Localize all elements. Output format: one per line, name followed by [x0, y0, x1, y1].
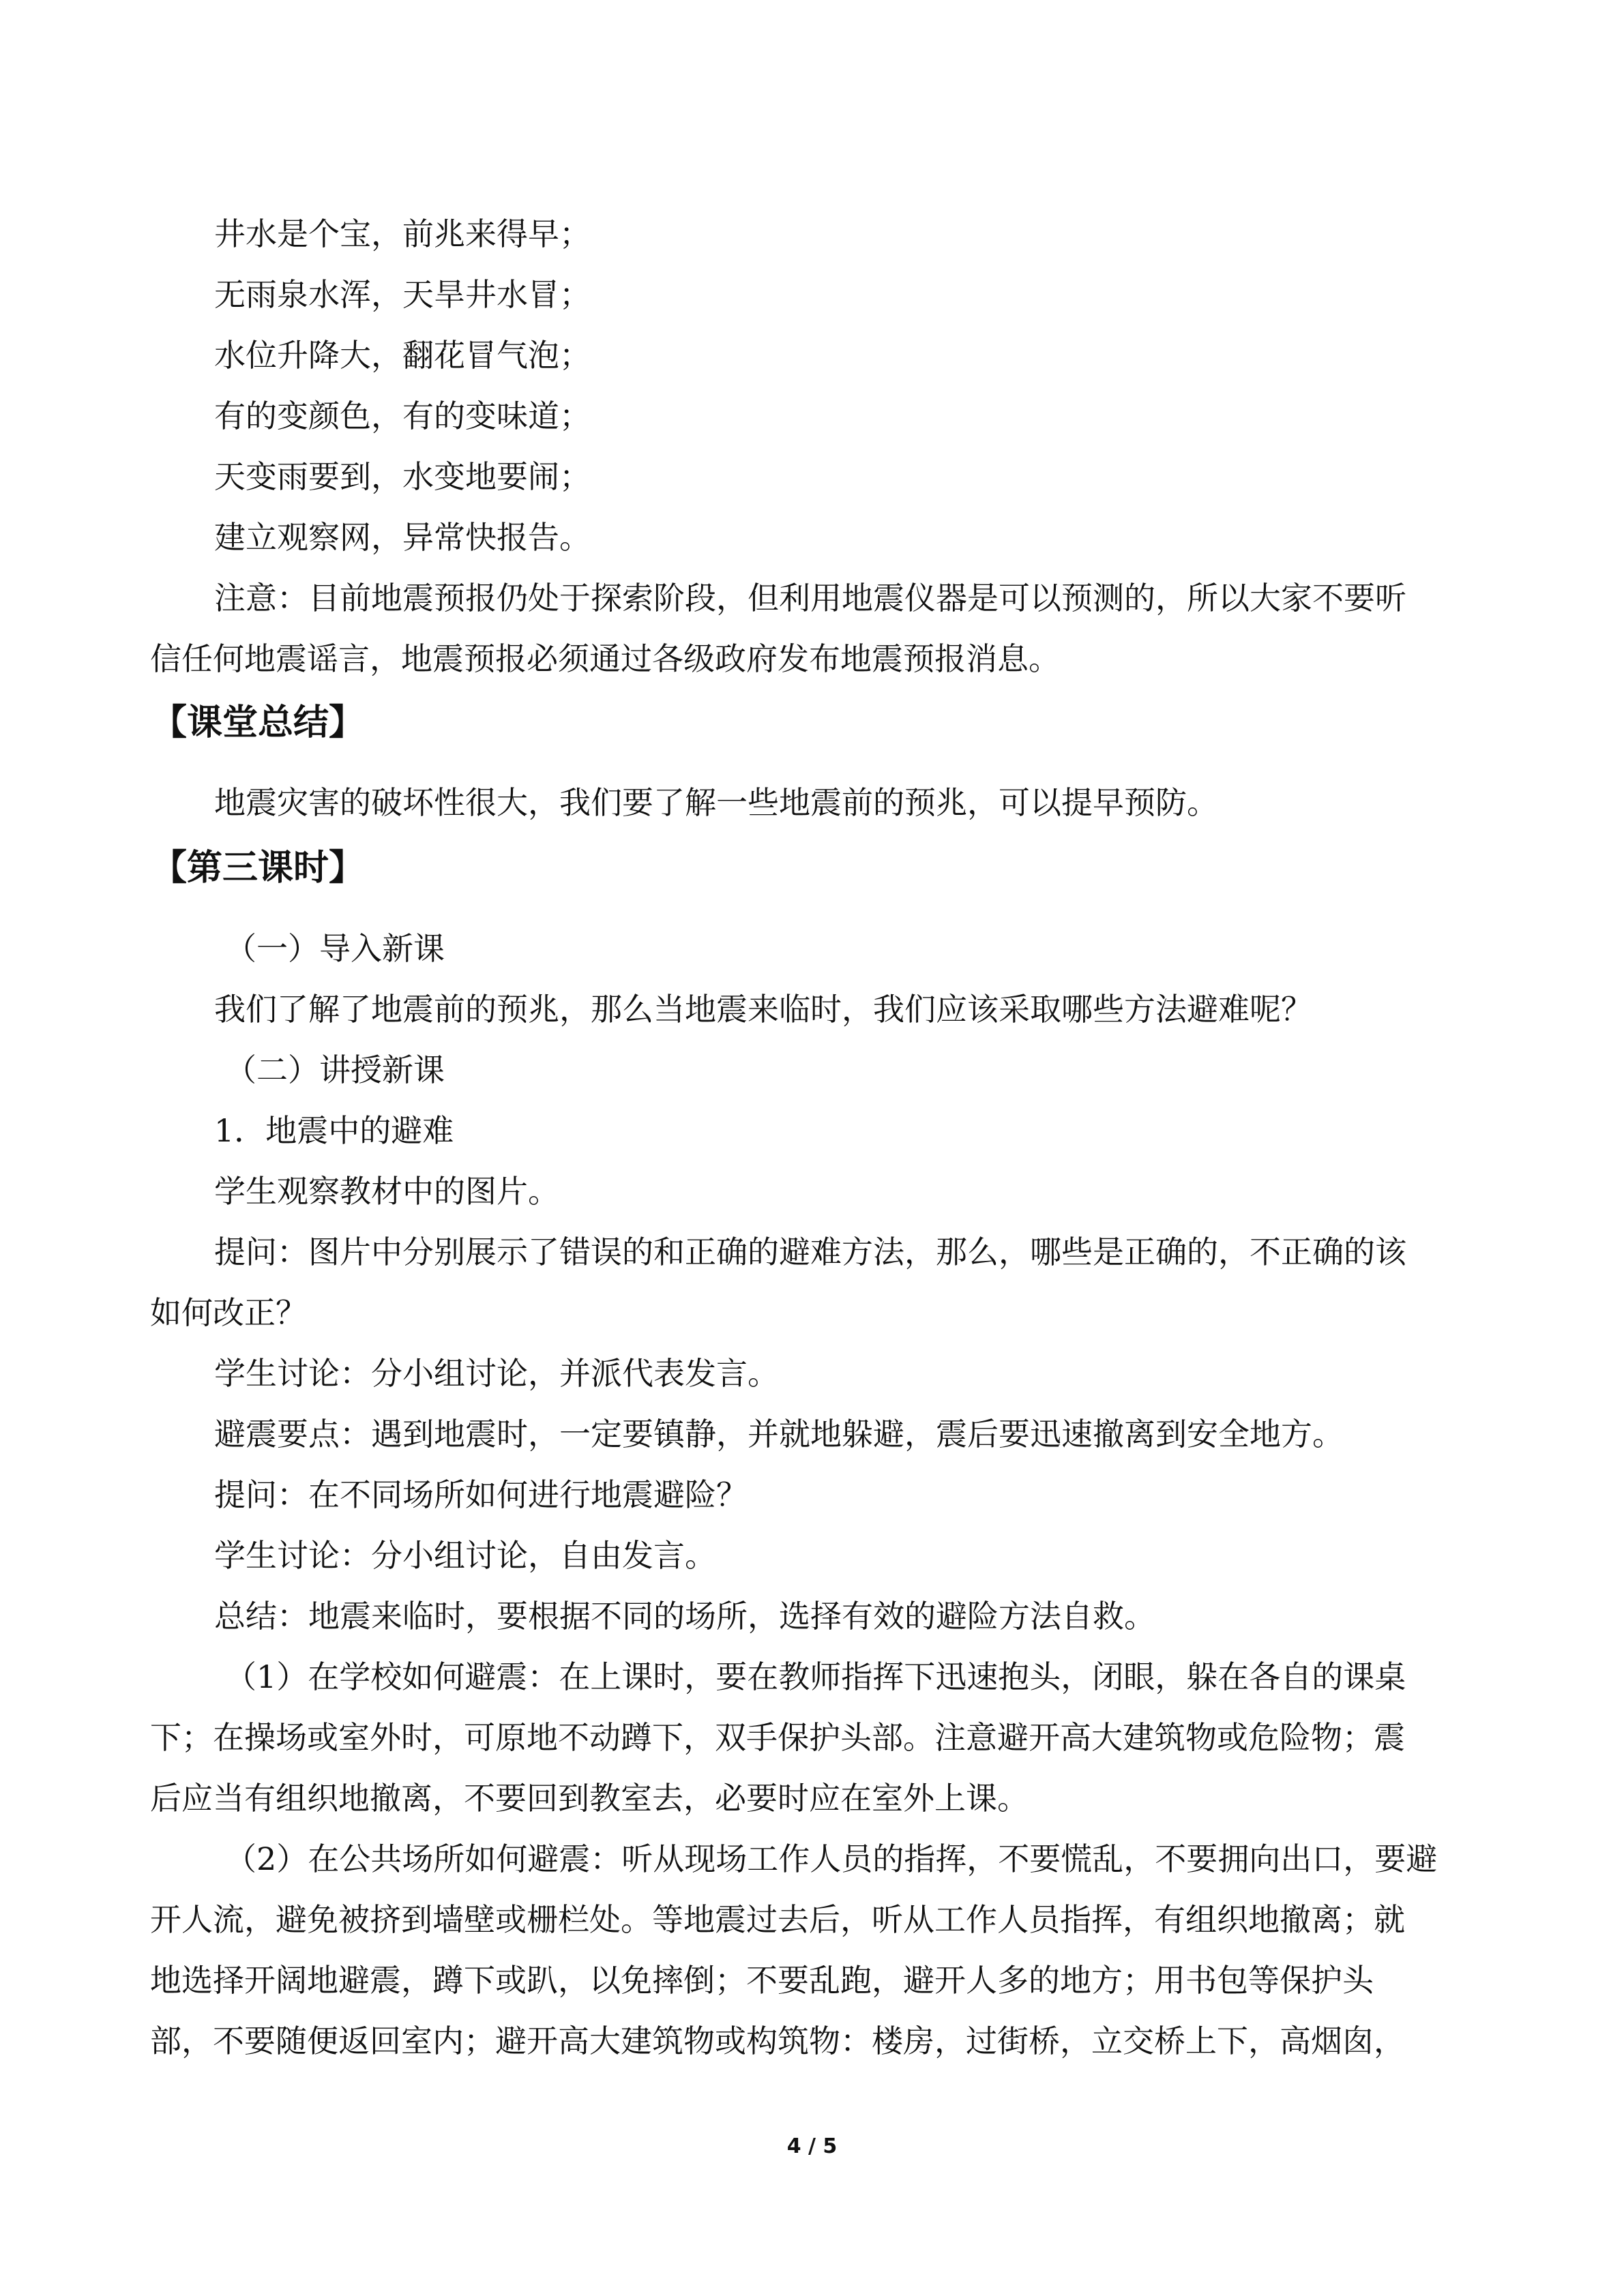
text-line: 建立观察网，异常快报告。: [214, 519, 591, 556]
text-line: 无雨泉水浑，天旱井水冒；: [214, 276, 591, 313]
text-line: 学生讨论：分小组讨论，自由发言。: [214, 1537, 716, 1574]
text-line: 天变雨要到，水变地要闹；: [214, 458, 591, 495]
text-line: 学生讨论：分小组讨论，并派代表发言。: [214, 1355, 779, 1392]
subheading-intro: （一）导入新课: [225, 930, 445, 967]
text-line: 下；在操场或室外时，可原地不动蹲下，双手保护头部。注意避开高大建筑物或危险物；震: [150, 1719, 1405, 1756]
section-heading-third-lesson: 【第三课时】: [151, 848, 365, 889]
text-line: 提问：图片中分别展示了错误的和正确的避难方法，那么，哪些是正确的，不正确的该: [214, 1234, 1406, 1270]
text-line: 避震要点：遇到地震时，一定要镇静，并就地躲避，震后要迅速撤离到安全地方。: [214, 1416, 1344, 1452]
text-line: 后应当有组织地撤离，不要回到教室去，必要时应在室外上课。: [150, 1780, 1029, 1817]
text-line: （1）在学校如何避震：在上课时，要在教师指挥下迅速抱头，闭眼，躲在各自的课桌: [225, 1658, 1406, 1695]
text-line: 我们了解了地震前的预兆，那么当地震来临时，我们应该采取哪些方法避难呢？: [214, 991, 1312, 1028]
section-heading-summary: 【课堂总结】: [151, 702, 365, 743]
summary-text: 地震灾害的破坏性很大，我们要了解一些地震前的预兆，可以提早预防。: [214, 784, 1218, 821]
text-line: 地选择开阔地避震，蹲下或趴，以免摔倒；不要乱跑，避开人多的地方；用书包等保护头: [150, 1962, 1374, 1999]
text-line: 水位升降大，翻花冒气泡；: [214, 337, 591, 374]
text-line: 信任何地震谣言，地震预报必须通过各级政府发布地震预报消息。: [150, 640, 1060, 677]
subheading-teaching: （二）讲授新课: [225, 1052, 445, 1088]
subheading-item: 1．地震中的避难: [214, 1112, 454, 1149]
text-line: （2）在公共场所如何避震：听从现场工作人员的指挥，不要慌乱，不要拥向出口，要避: [225, 1840, 1438, 1877]
text-line: 开人流，避免被挤到墙壁或栅栏处。等地震过去后，听从工作人员指挥，有组织地撤离；就: [150, 1901, 1405, 1938]
text-line: 学生观察教材中的图片。: [214, 1173, 559, 1210]
text-line: 井水是个宝，前兆来得早；: [214, 215, 591, 252]
text-line: 提问：在不同场所如何进行地震避险？: [214, 1476, 748, 1513]
text-line: 总结：地震来临时，要根据不同的场所，选择有效的避险方法自救。: [214, 1598, 1155, 1635]
text-line: 如何改正？: [150, 1294, 307, 1331]
text-line: 有的变颜色，有的变味道；: [214, 398, 591, 434]
text-line: 部，不要随便返回室内；避开高大建筑物或构筑物：楼房，过街桥，立交桥上下，高烟囱，: [150, 2023, 1405, 2059]
page-number: 4 / 5: [786, 2134, 838, 2158]
text-line: 注意：目前地震预报仍处于探索阶段，但利用地震仪器是可以预测的，所以大家不要听: [214, 580, 1406, 616]
